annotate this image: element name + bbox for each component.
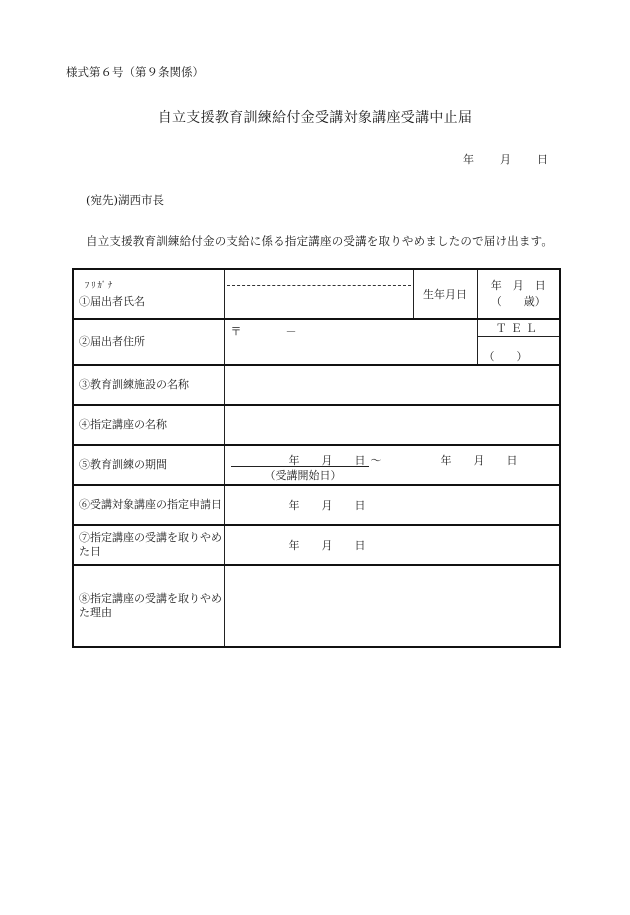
applicant-address-field[interactable]	[224, 319, 477, 365]
row-withdrawal-reason	[73, 565, 560, 647]
period-start-caption: （受講開始日）	[264, 468, 342, 482]
document-title: 自立支援教育訓練給付金受講対象講座受講中止届	[157, 110, 473, 126]
facility-name-label: ③教育訓練施設の名称	[73, 365, 224, 405]
period-start-date: 年 月 日	[288, 453, 366, 467]
row-facility-name	[73, 365, 560, 405]
submission-date	[463, 151, 548, 167]
applicant-name-label: ①届出者氏名	[79, 295, 145, 308]
birth-date-label: 生年月日	[413, 269, 477, 319]
application-date-field[interactable]: 年 月 日	[224, 485, 560, 525]
applicant-name-field[interactable]	[224, 269, 413, 319]
furigana-label: ﾌﾘｶﾞﾅ	[85, 281, 115, 291]
applicant-name-label-cell	[73, 269, 224, 319]
notification-form-table	[72, 268, 561, 648]
withdrawal-reason-label: ⑧指定講座の受講を取りやめた理由	[73, 565, 224, 647]
birth-date-field[interactable]	[477, 269, 560, 319]
withdrawal-reason-field[interactable]	[224, 565, 560, 647]
postal-code-mark: 〒 －	[230, 325, 297, 338]
furigana-divider	[227, 285, 411, 286]
statement-text: 自立支援教育訓練給付金の支給に係る指定講座の受講を取りやめましたので届け出ます。	[86, 234, 554, 248]
tel-field[interactable]	[477, 337, 560, 365]
withdrawal-date-field[interactable]: 年 月 日	[224, 525, 560, 565]
period-tilde: ～	[370, 453, 382, 467]
row-training-period	[73, 445, 560, 485]
training-period-label: ⑤教育訓練の期間	[73, 445, 224, 485]
row-applicant-name	[73, 269, 560, 319]
row-withdrawal-date	[73, 525, 560, 565]
form-number: 様式第６号（第９条関係）	[66, 65, 204, 79]
course-name-field[interactable]	[224, 405, 560, 445]
age-value: （ 歳）	[490, 295, 546, 308]
withdrawal-date-label: ⑦指定講座の受講を取りやめた日	[73, 525, 224, 565]
date-day: 日	[537, 153, 548, 166]
application-date-label: ⑥受講対象講座の指定申請日	[73, 485, 224, 525]
row-application-date	[73, 485, 560, 525]
addressee: (宛先)湖西市長	[86, 193, 164, 207]
date-year: 年	[463, 153, 474, 166]
tel-area-code: （ ）	[483, 349, 528, 363]
row-course-name	[73, 405, 560, 445]
applicant-address-label: ②届出者住所	[73, 319, 224, 365]
tel-label: ＴＥＬ	[477, 319, 560, 337]
period-end-date: 年 月 日	[440, 453, 518, 467]
row-applicant-address	[73, 319, 560, 337]
birth-date-value: 年 月 日	[490, 279, 546, 292]
date-month: 月	[500, 153, 511, 166]
course-name-label: ④指定講座の名称	[73, 405, 224, 445]
training-period-field[interactable]	[224, 445, 560, 485]
facility-name-field[interactable]	[224, 365, 560, 405]
